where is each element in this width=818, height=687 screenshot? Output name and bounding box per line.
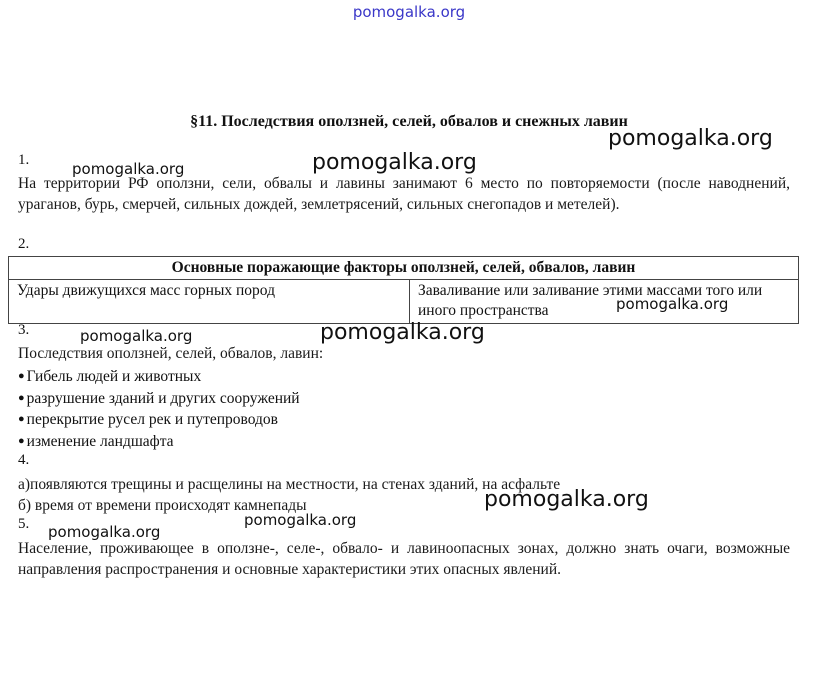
- list-item: ● разрушение зданий и других сооружений: [18, 389, 300, 407]
- watermark: pomogalka.org: [80, 327, 193, 345]
- watermark: pomogalka.org: [312, 150, 477, 175]
- section-number-2: 2.: [18, 236, 30, 252]
- factors-table-cell: Заваливание или заливание этими массами того или иного пространства: [410, 280, 799, 324]
- factors-table: [8, 256, 799, 324]
- consequences-list: [18, 366, 300, 452]
- page-title: §11. Последствия оползней, селей, обвалов и снежных лавин: [190, 113, 628, 130]
- site-link[interactable]: pomogalka.org: [352, 3, 466, 21]
- section-number-5: 5.: [18, 516, 30, 532]
- watermark: pomogalka.org: [48, 523, 161, 541]
- section-number-4: 4.: [18, 452, 30, 468]
- watermark: pomogalka.org: [484, 487, 649, 512]
- factors-table-header: Основные поражающие факторы оползней, селей, обвалов, лавин: [9, 257, 799, 280]
- watermark: pomogalka.org: [244, 511, 357, 529]
- watermark: pomogalka.org: [608, 126, 773, 151]
- list-item: ● перекрытие русел рек и путепроводов: [18, 411, 279, 428]
- watermark: pomogalka.org: [72, 160, 185, 178]
- section-5-text: Население, проживающее в оползне-, селе-, обвало- и лавиноопасных зонах, должно знать очаги, возможные направления распространения и основные характеристики этих опасных явлений.: [18, 540, 790, 578]
- section-4-line-b: б) время от времени происходят камнепады: [18, 497, 307, 514]
- section-4-line-a: а)появляются трещины и расщелины на местности, на стенах зданий, на асфальте: [18, 476, 561, 493]
- factors-table-cell: Удары движущихся масс горных пород: [9, 280, 410, 324]
- list-item: ● Гибель людей и животных: [18, 368, 202, 385]
- section-number-3: 3.: [18, 322, 30, 338]
- watermark: pomogalka.org: [616, 295, 729, 313]
- section-3-intro: Последствия оползней, селей, обвалов, лавин:: [18, 345, 324, 362]
- list-item: ● изменение ландшафта: [18, 432, 174, 450]
- section-1-text: На территории РФ оползни, сели, обвалы и лавины занимают 6 место по повторяемости (после наводнений, ураганов, бурь, смерчей, сильных дождей, землетрясений, сильных снегопадов и метелей).: [18, 175, 790, 213]
- section-number-1: 1.: [18, 152, 30, 168]
- watermark: pomogalka.org: [320, 320, 485, 345]
